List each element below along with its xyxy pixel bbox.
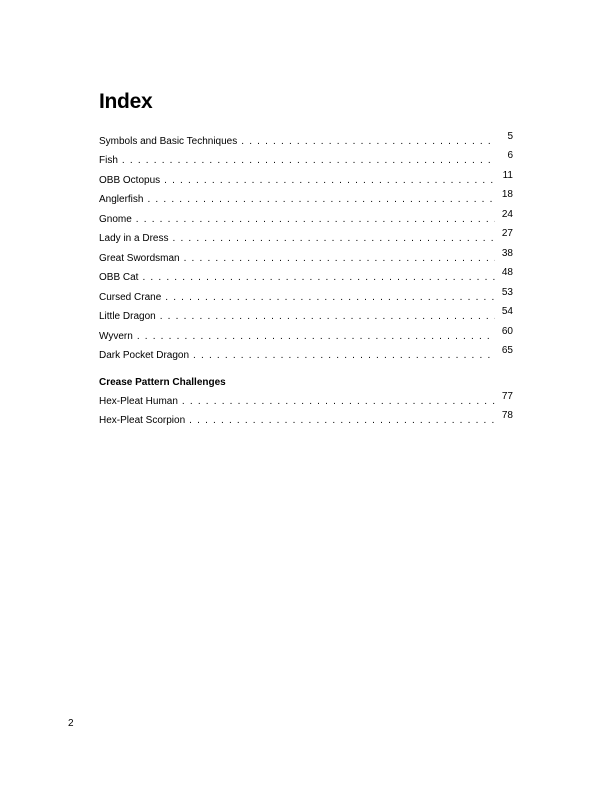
toc-entry-page: 38: [501, 247, 513, 259]
toc-entry-title: Dark Pocket Dragon: [99, 350, 190, 361]
toc-entry-page: 27: [501, 228, 513, 239]
toc-entry[interactable]: [99, 128, 513, 148]
dot-leader: [184, 253, 495, 265]
toc-entry-page: 53: [501, 286, 513, 298]
toc-entry-title: Symbols and Basic Techniques: [99, 135, 238, 147]
toc-entry-page: 6: [507, 150, 513, 161]
dot-leader: [122, 155, 495, 167]
toc-entry-page: 65: [501, 345, 513, 356]
toc-entry-page: 5: [507, 130, 513, 142]
toc-entry-title: Little Dragon: [99, 311, 156, 322]
page-number: 2: [68, 718, 74, 729]
dot-leader: [189, 415, 495, 427]
toc-entry[interactable]: [99, 265, 513, 285]
toc-entry[interactable]: [99, 408, 513, 428]
toc-entry[interactable]: [99, 388, 513, 408]
toc-entry-title: Wyvern: [99, 330, 133, 342]
toc-entry-title: Great Swordsman: [99, 252, 180, 264]
dot-leader: [172, 233, 495, 245]
section-heading: Crease Pattern Challenges: [99, 377, 226, 388]
dot-leader: [193, 350, 495, 362]
toc-entry-title: Hex-Pleat Human: [99, 395, 178, 407]
toc-entry-title: OBB Octopus: [99, 174, 161, 186]
dot-leader: [160, 311, 495, 323]
dot-leader: [241, 136, 495, 148]
table-of-contents: [99, 128, 513, 427]
toc-entry-page: 60: [501, 325, 513, 337]
toc-entry[interactable]: [99, 206, 513, 226]
toc-entry-page: 11: [502, 169, 513, 181]
dot-leader: [182, 396, 495, 408]
dot-leader: [142, 272, 495, 284]
dot-leader: [164, 175, 495, 187]
toc-entry-title: Gnome: [99, 213, 132, 225]
toc-entry-title: Anglerfish: [99, 194, 144, 205]
toc-entry-page: 24: [501, 208, 513, 220]
toc-entry[interactable]: [99, 187, 513, 207]
toc-entry[interactable]: [99, 245, 513, 265]
toc-entry-title: OBB Cat: [99, 272, 139, 283]
toc-entry[interactable]: [99, 304, 513, 324]
toc-entry[interactable]: [99, 323, 513, 343]
toc-entry[interactable]: [99, 148, 513, 168]
page-title: Index: [99, 90, 153, 113]
toc-entry-page: 78: [501, 410, 513, 421]
dot-leader: [165, 292, 495, 304]
toc-entry[interactable]: [99, 284, 513, 304]
toc-entry-page: 77: [501, 390, 513, 402]
dot-leader: [137, 331, 495, 343]
toc-entry-page: 54: [501, 306, 513, 317]
toc-entry[interactable]: [99, 167, 513, 187]
toc-entry-title: Fish: [99, 155, 118, 166]
toc-entry-title: Lady in a Dress: [99, 233, 169, 244]
toc-entry-page: 48: [501, 267, 513, 278]
toc-entry-title: Cursed Crane: [99, 291, 162, 303]
toc-entry[interactable]: [99, 343, 513, 363]
toc-entry[interactable]: [99, 226, 513, 246]
dot-leader: [136, 214, 495, 226]
toc-entry-page: 18: [501, 189, 513, 200]
toc-entry-title: Hex-Pleat Scorpion: [99, 415, 186, 426]
dot-leader: [147, 194, 495, 206]
